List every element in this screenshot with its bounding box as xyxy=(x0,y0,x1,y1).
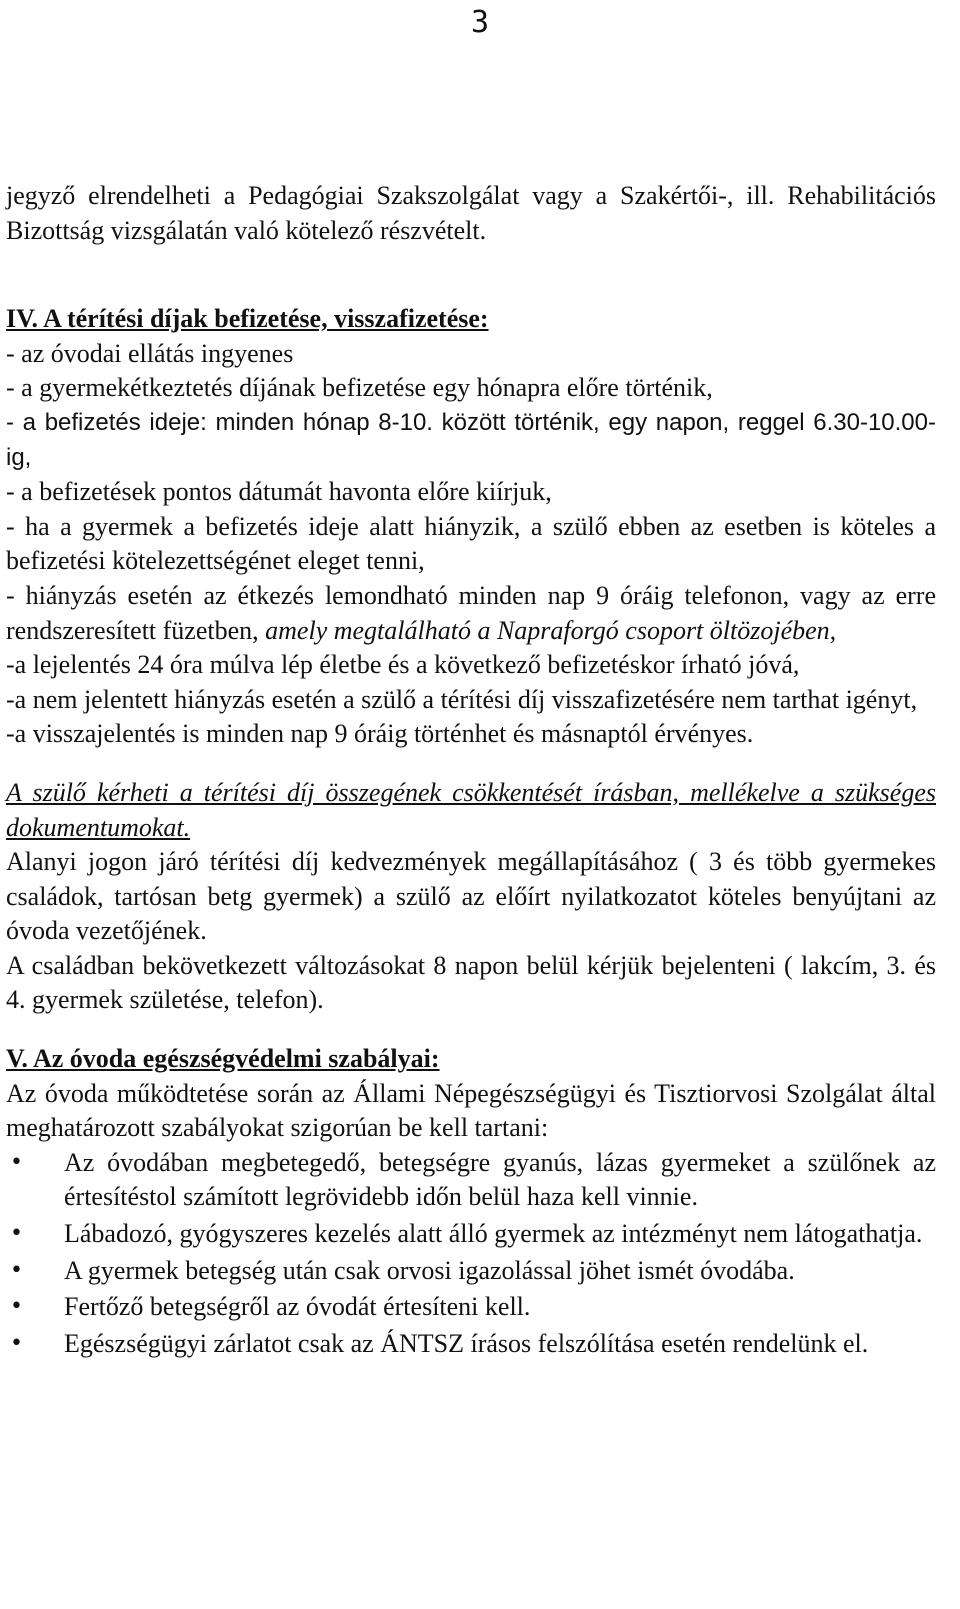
spacer xyxy=(6,752,936,776)
reduction-note: A szülő kérheti a térítési díj összegének csökkentését írásban, mellékelve a szükséges dokumentumokat. xyxy=(6,777,936,842)
list-item xyxy=(6,1327,936,1362)
list-item-text: Egészségügyi zárlatot csak az ÁNTSZ írásos felszólítása esetén rendelünk el. xyxy=(64,1328,869,1358)
section-iv-line-6-italic: amely megtalálható a Napraforgó csoport öltözojében, xyxy=(258,615,837,645)
list-item-text: Fertőző betegségről az óvodát értesíteni kell. xyxy=(64,1292,531,1322)
change-paragraph: A családban bekövetkezett változásokat 8 napon belül kérjük bejelenteni ( lakcím, 3. és 4. gyermek születése, telefon). xyxy=(6,950,936,1015)
bullet-icon: • xyxy=(10,1149,23,1175)
bullet-icon: • xyxy=(10,1294,23,1320)
section-v xyxy=(6,1042,936,1361)
spacer xyxy=(6,1018,936,1042)
document-body xyxy=(6,179,936,1363)
bullet-icon: • xyxy=(10,1221,23,1247)
list-item xyxy=(6,1254,936,1289)
bullet-icon: • xyxy=(10,1257,23,1283)
page-number: 3 xyxy=(470,5,490,40)
section-iv-line-3: - a befizetés ideje: minden hónap 8-10. között történik, egy napon, reggel 6.30-10.00-ig, xyxy=(6,408,936,471)
list-item-text: A gyermek betegség után csak orvosi igazolással jöhet ismét óvodába. xyxy=(64,1255,795,1285)
section-iv-line-6-plain: - hiányzás esetén az étkezés lemondható minden nap 9 óráig telefonon, vagy az erre rendszeresített füzetben, xyxy=(6,580,936,645)
spacer xyxy=(6,248,936,302)
bullet-icon: • xyxy=(10,1330,23,1356)
section-iv-line-9: -a visszajelentés is minden nap 9 óráig történhet és másnaptól érvényes. xyxy=(6,719,754,749)
section-v-intro: Az óvoda működtetése során az Állami Népegészségügyi és Tisztiorvosi Szolgálat által meghatározott szabályokat szigorúan be kell tartani: xyxy=(6,1078,936,1143)
discount-paragraph: Alanyi jogon járó térítési díj kedvezmények megállapításához ( 3 és több gyermekes családok, tartósan betg gyermek) a szülő az előírt nyilatkozatot köteles benyújtani az óvoda vezetőjének. xyxy=(6,847,936,946)
list-item xyxy=(6,1146,936,1215)
section-iv-line-6 xyxy=(6,579,936,648)
section-iv-line-5: - ha a gyermek a befizetés ideje alatt hiányzik, a szülő ebben az esetben is köteles a befizetési kötelezettségénet eleget tenni, xyxy=(6,511,936,576)
list-item-text: Az óvodában megbetegedő, betegségre gyanús, lázas gyermeket a szülőnek az értesítéstol számított legrövidebb időn belül haza kell vinnie. xyxy=(64,1147,936,1212)
section-iv-line-4: - a befizetések pontos dátumát havonta előre kiírjuk, xyxy=(6,477,552,507)
list-item-text: Lábadozó, gyógyszeres kezelés alatt álló gyermek az intézményt nem látogathatja. xyxy=(64,1219,923,1249)
section-iv-line-7: -a lejelentés 24 óra múlva lép életbe és a következő befizetéskor írható jóvá, xyxy=(6,650,800,680)
section-iv-title: IV. A térítési díjak befizetése, visszafizetése: xyxy=(6,304,489,334)
intro-paragraph: jegyző elrendelheti a Pedagógiai Szakszolgálat vagy a Szakértői-, ill. Rehabilitációs Bizottság vizsgálatán való kötelező részvételt. xyxy=(6,181,936,245)
health-rules-list xyxy=(6,1146,936,1362)
section-v-title: V. Az óvoda egészségvédelmi szabályai: xyxy=(6,1044,440,1074)
section-iv-line-8: -a nem jelentett hiányzás esetén a szülő a térítési díj visszafizetésére nem tarthat igényt, xyxy=(6,684,918,714)
section-iv-line-1: - az óvodai ellátás ingyenes xyxy=(6,338,294,368)
list-item xyxy=(6,1290,936,1325)
list-item xyxy=(6,1217,936,1252)
section-iv xyxy=(6,302,936,1018)
section-iv-line-2: - a gyermekétkeztetés díjának befizetése egy hónapra előre történik, xyxy=(6,373,713,403)
